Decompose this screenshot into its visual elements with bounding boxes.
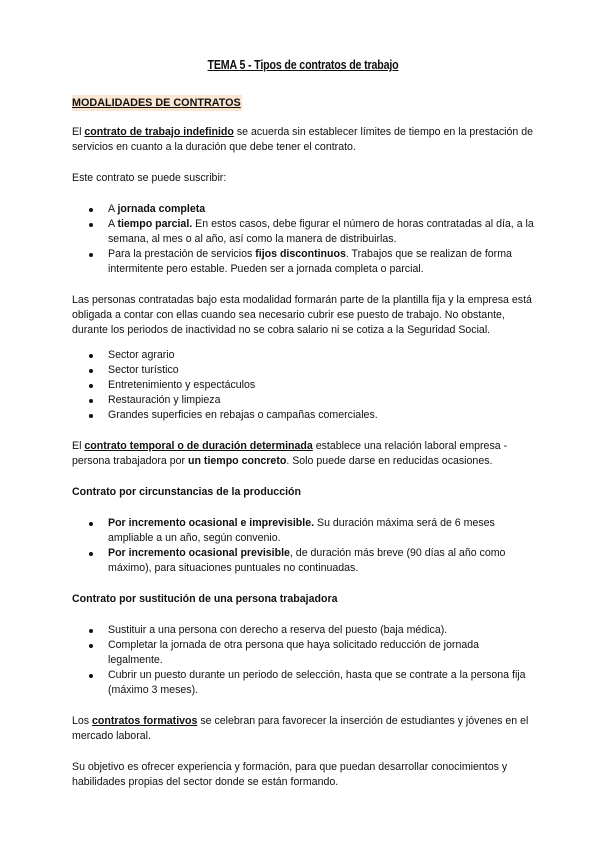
list-sustitucion <box>72 623 534 698</box>
list-item: A jornada completa <box>72 202 534 217</box>
list-item: Sector agrario <box>72 348 534 363</box>
paragraph-indefinido <box>72 125 534 155</box>
list-item: Completar la jornada de otra persona que haya solicitado reducción de jornada legalmente. <box>72 638 534 668</box>
text-segment: se acuerda sin establecer límites de tiempo en la prestación de servicios en cuanto a la duración que debe tener el contrato. <box>72 126 534 153</box>
list-item: Grandes superficies en rebajas o campañas comerciales. <box>72 408 534 423</box>
subheading-circunstancias: Contrato por circunstancias de la producción <box>72 486 301 498</box>
paragraph-temporal: El contrato temporal o de duración determinada establece una relación laboral empresa - persona trabajadora por un tiempo concreto. Solo puede darse en reducidas ocasiones. <box>72 440 508 467</box>
paragraph-suscribir: Este contrato se puede suscribir: <box>72 172 227 184</box>
list-item: Sector turístico <box>72 363 534 378</box>
section-heading: MODALIDADES DE CONTRATOS <box>72 97 241 109</box>
term-contratos-formativos: contratos formativos <box>92 715 198 727</box>
document-page <box>72 55 534 790</box>
paragraph-formativos: Los contratos formativos se celebran para favorecer la inserción de estudiantes y jóvenes en el mercado laboral. <box>72 715 529 742</box>
list-item: Cubrir un puesto durante un periodo de selección, hasta que se contrate a la persona fija (máximo 3 meses). <box>72 668 534 698</box>
list-item: Sustituir a una persona con derecho a reserva del puesto (baja médica). <box>72 623 534 638</box>
list-item: Por incremento ocasional previsible, de duración más breve (90 días al año como máximo), para situaciones puntuales no continuadas. <box>72 546 534 576</box>
list-jornadas <box>72 202 534 277</box>
list-item: Restauración y limpieza <box>72 393 534 408</box>
list-item: Por incremento ocasional e imprevisible. Su duración máxima será de 6 meses ampliable a un año, según convenio. <box>72 516 534 546</box>
term-contrato-temporal: contrato temporal o de duración determinada <box>84 440 313 452</box>
list-item: A tiempo parcial. En estos casos, debe figurar el número de horas contratadas al día, a la semana, al mes o al año, así como la manera de distribuirlas. <box>72 217 534 247</box>
term-contrato-indefinido: contrato de trabajo indefinido <box>84 126 234 138</box>
list-item: Entretenimiento y espectáculos <box>72 378 534 393</box>
list-circunstancias <box>72 516 534 576</box>
list-item: Para la prestación de servicios fijos discontinuos. Trabajos que se realizan de forma intermitente pero estable. Pueden ser a jornada completa o parcial. <box>72 247 534 277</box>
paragraph-objetivo: Su objetivo es ofrecer experiencia y formación, para que puedan desarrollar conocimientos y habilidades propias del sector donde se están formando. <box>72 761 508 788</box>
list-sectores <box>72 348 534 423</box>
subheading-sustitucion: Contrato por sustitución de una persona trabajadora <box>72 593 338 605</box>
text-segment: El <box>72 126 85 138</box>
page-title: TEMA 5 - Tipos de contratos de trabajo <box>207 57 399 72</box>
paragraph-plantilla: Las personas contratadas bajo esta modalidad formarán parte de la plantilla fija y la empresa está obligada a contar con ellas cuando sea necesario cubrir ese puesto de trabajo. No obstante, durante los periodos de inactividad no se cobra salario ni se cotiza a la Seguridad Social. <box>72 294 532 336</box>
